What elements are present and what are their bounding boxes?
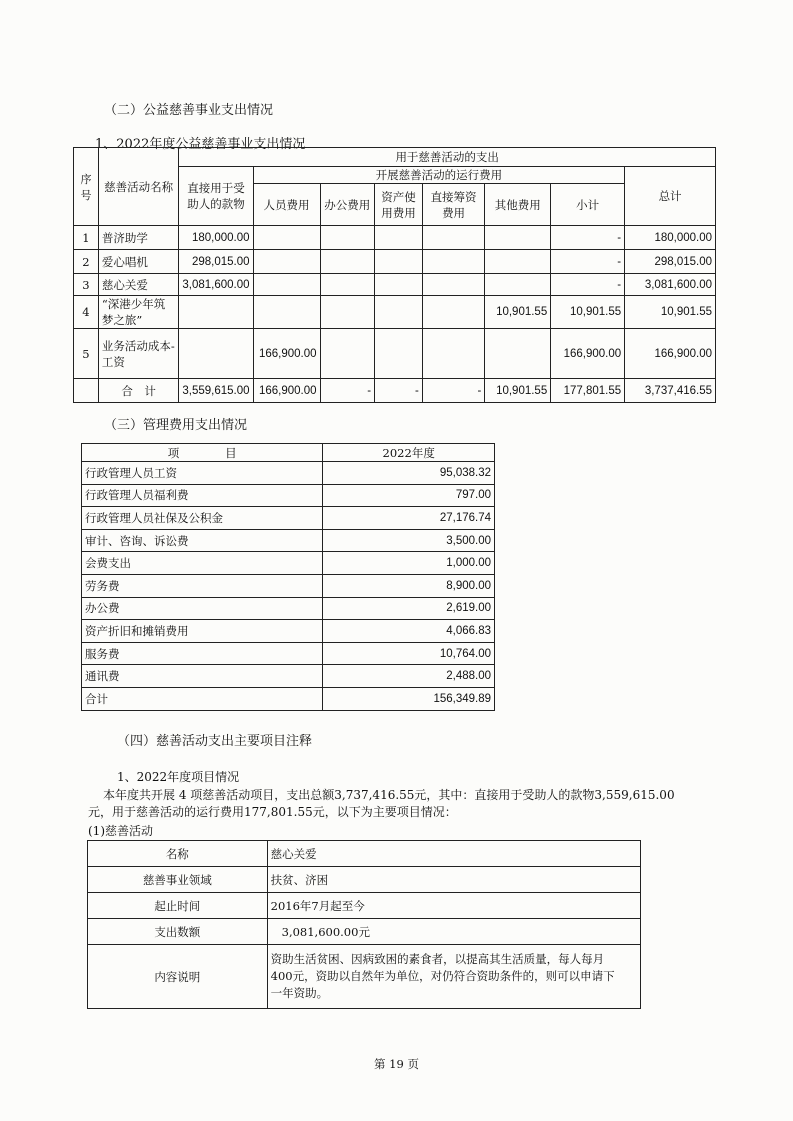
desc-line-1: 资助生活贫困、因病致困的素食者，以提高其生活质量，每人每月	[270, 952, 605, 966]
row-other	[485, 226, 551, 250]
table-row	[82, 552, 495, 575]
row-seq: 5	[74, 329, 99, 379]
total-direct: 3,559,615.00	[179, 379, 253, 403]
row-subtotal: -	[551, 226, 625, 250]
hdr-staff: 人员费用	[253, 184, 320, 226]
name-label: 名称	[88, 841, 268, 867]
item-label: 通讯费	[82, 665, 323, 688]
item-label: 资产折旧和摊销费用	[82, 620, 323, 643]
table-row	[82, 484, 495, 507]
row-name: 慈心关爱	[98, 274, 178, 296]
item-amount: 95,038.32	[323, 462, 495, 485]
section4-para-line1: 本年度共开展 4 项慈善活动项目，支出总额3,737,416.55元，其中：直接用于受助人的款物3,559,615.00	[103, 788, 675, 802]
row-name: 普济助学	[98, 226, 178, 250]
row-staff	[253, 296, 320, 329]
row-office	[320, 250, 375, 274]
row-direct: 180,000.00	[179, 226, 253, 250]
table-row	[82, 462, 495, 485]
item-amount: 3,500.00	[323, 529, 495, 552]
hdr-asset: 资产使用费用	[375, 184, 423, 226]
item-label: 办公费	[82, 597, 323, 620]
row-asset	[375, 329, 423, 379]
hdr-group: 用于慈善活动的支出	[179, 148, 716, 167]
row-name: 业务活动成本-工资	[98, 329, 178, 379]
row-total: 3,081,600.00	[625, 274, 716, 296]
table-row	[74, 329, 716, 379]
table-row	[82, 620, 495, 643]
hdr-name: 慈善活动名称	[98, 148, 178, 226]
row-seq: 4	[74, 296, 99, 329]
desc-label: 内容说明	[88, 945, 268, 1009]
row-subtotal: 166,900.00	[551, 329, 625, 379]
total-subtotal: 177,801.55	[551, 379, 625, 403]
hdr-fund: 直接筹资费用	[422, 184, 485, 226]
row-subtotal: -	[551, 274, 625, 296]
section4-para-line2: 元，用于慈善活动的运行费用177,801.55元，以下为主要项目情况：	[88, 805, 457, 819]
hdr-year: 2022年度	[323, 444, 495, 462]
row-direct: 298,015.00	[179, 250, 253, 274]
charity-expense-table	[73, 147, 716, 403]
admin-expense-table	[81, 443, 495, 711]
row-staff	[253, 274, 320, 296]
row-other	[485, 329, 551, 379]
row-fund	[422, 226, 485, 250]
section4-subheading: 1、2022年度项目情况	[117, 770, 240, 784]
total-fund: -	[422, 379, 485, 403]
item-amount: 2,619.00	[323, 597, 495, 620]
section4-sub1: (1)慈善活动	[88, 824, 153, 838]
total-office: -	[320, 379, 375, 403]
table-row	[82, 687, 495, 710]
row-fund	[422, 250, 485, 274]
page-number: 第 19 页	[374, 1057, 419, 1071]
row-direct	[179, 296, 253, 329]
row-other	[485, 274, 551, 296]
row-asset	[375, 274, 423, 296]
row-seq: 1	[74, 226, 99, 250]
row-total: 180,000.00	[625, 226, 716, 250]
row-staff	[253, 226, 320, 250]
table-row	[74, 226, 716, 250]
row-subtotal: 10,901.55	[551, 296, 625, 329]
field-value: 扶贫、济困	[267, 867, 640, 893]
table-row	[74, 296, 716, 329]
row-office	[320, 274, 375, 296]
item-label: 劳务费	[82, 574, 323, 597]
hdr-total: 总计	[625, 167, 716, 226]
period-value: 2016年7月起至今	[267, 893, 640, 919]
hdr-op-group: 开展慈善活动的运行费用	[253, 167, 625, 184]
desc-line-3: 一年资助。	[270, 986, 329, 1000]
row-other	[485, 250, 551, 274]
item-amount: 156,349.89	[323, 687, 495, 710]
name-value: 慈心关爱	[267, 841, 640, 867]
hdr-subtotal: 小计	[551, 184, 625, 226]
section3-heading: （三）管理费用支出情况	[104, 418, 248, 433]
row-direct	[179, 329, 253, 379]
row-direct: 3,081,600.00	[179, 274, 253, 296]
table-row	[82, 597, 495, 620]
item-amount: 797.00	[323, 484, 495, 507]
table-row	[82, 529, 495, 552]
item-amount: 27,176.74	[323, 507, 495, 530]
row-subtotal: -	[551, 250, 625, 274]
hdr-item: 项 目	[82, 444, 323, 462]
row-staff	[253, 250, 320, 274]
row-fund	[422, 329, 485, 379]
hdr-direct: 直接用于受助人的款物	[179, 167, 253, 226]
section2-subheading: 1、2022年度公益慈善事业支出情况	[95, 137, 306, 152]
table-row	[82, 507, 495, 530]
row-asset	[375, 250, 423, 274]
amount-value: 3,081,600.00元	[267, 919, 640, 945]
table-row	[82, 665, 495, 688]
row-name: 爱心唱机	[98, 250, 178, 274]
row-total: 10,901.55	[625, 296, 716, 329]
total-asset: -	[375, 379, 423, 403]
item-label: 会费支出	[82, 552, 323, 575]
amount-label: 支出数额	[88, 919, 268, 945]
row-office	[320, 226, 375, 250]
item-label: 行政管理人员社保及公积金	[82, 507, 323, 530]
row-asset	[375, 296, 423, 329]
item-label: 审计、咨询、诉讼费	[82, 529, 323, 552]
row-other: 10,901.55	[485, 296, 551, 329]
hdr-seq: 序号	[74, 148, 99, 226]
section2-heading: （二）公益慈善事业支出情况	[104, 103, 274, 118]
row-office	[320, 296, 375, 329]
row-seq: 3	[74, 274, 99, 296]
total-staff: 166,900.00	[253, 379, 320, 403]
item-label: 合计	[82, 687, 323, 710]
item-label: 服务费	[82, 642, 323, 665]
item-label: 行政管理人员福利费	[82, 484, 323, 507]
row-total: 298,015.00	[625, 250, 716, 274]
row-staff: 166,900.00	[253, 329, 320, 379]
row-fund	[422, 296, 485, 329]
table-row	[74, 250, 716, 274]
period-label: 起止时间	[88, 893, 268, 919]
item-label: 行政管理人员工资	[82, 462, 323, 485]
row-office	[320, 329, 375, 379]
total-total: 3,737,416.55	[625, 379, 716, 403]
desc-line-2: 400元，资助以自然年为单位，对仍符合资助条件的，则可以申请下	[270, 969, 615, 983]
total-label: 合 计	[98, 379, 178, 403]
hdr-office: 办公费用	[320, 184, 375, 226]
row-seq: 2	[74, 250, 99, 274]
item-amount: 10,764.00	[323, 642, 495, 665]
row-total: 166,900.00	[625, 329, 716, 379]
table-row	[82, 574, 495, 597]
table-row	[74, 274, 716, 296]
table-total-row	[74, 379, 716, 403]
row-name: “深港少年筑梦之旅”	[98, 296, 178, 329]
item-amount: 8,900.00	[323, 574, 495, 597]
project-detail-table	[87, 840, 641, 1009]
total-other: 10,901.55	[485, 379, 551, 403]
section4-heading: （四）慈善活动支出主要项目注释	[117, 734, 313, 749]
row-asset	[375, 226, 423, 250]
field-label: 慈善事业领域	[88, 867, 268, 893]
item-amount: 1,000.00	[323, 552, 495, 575]
item-amount: 4,066.83	[323, 620, 495, 643]
hdr-other: 其他费用	[485, 184, 551, 226]
table-row	[82, 642, 495, 665]
row-fund	[422, 274, 485, 296]
item-amount: 2,488.00	[323, 665, 495, 688]
